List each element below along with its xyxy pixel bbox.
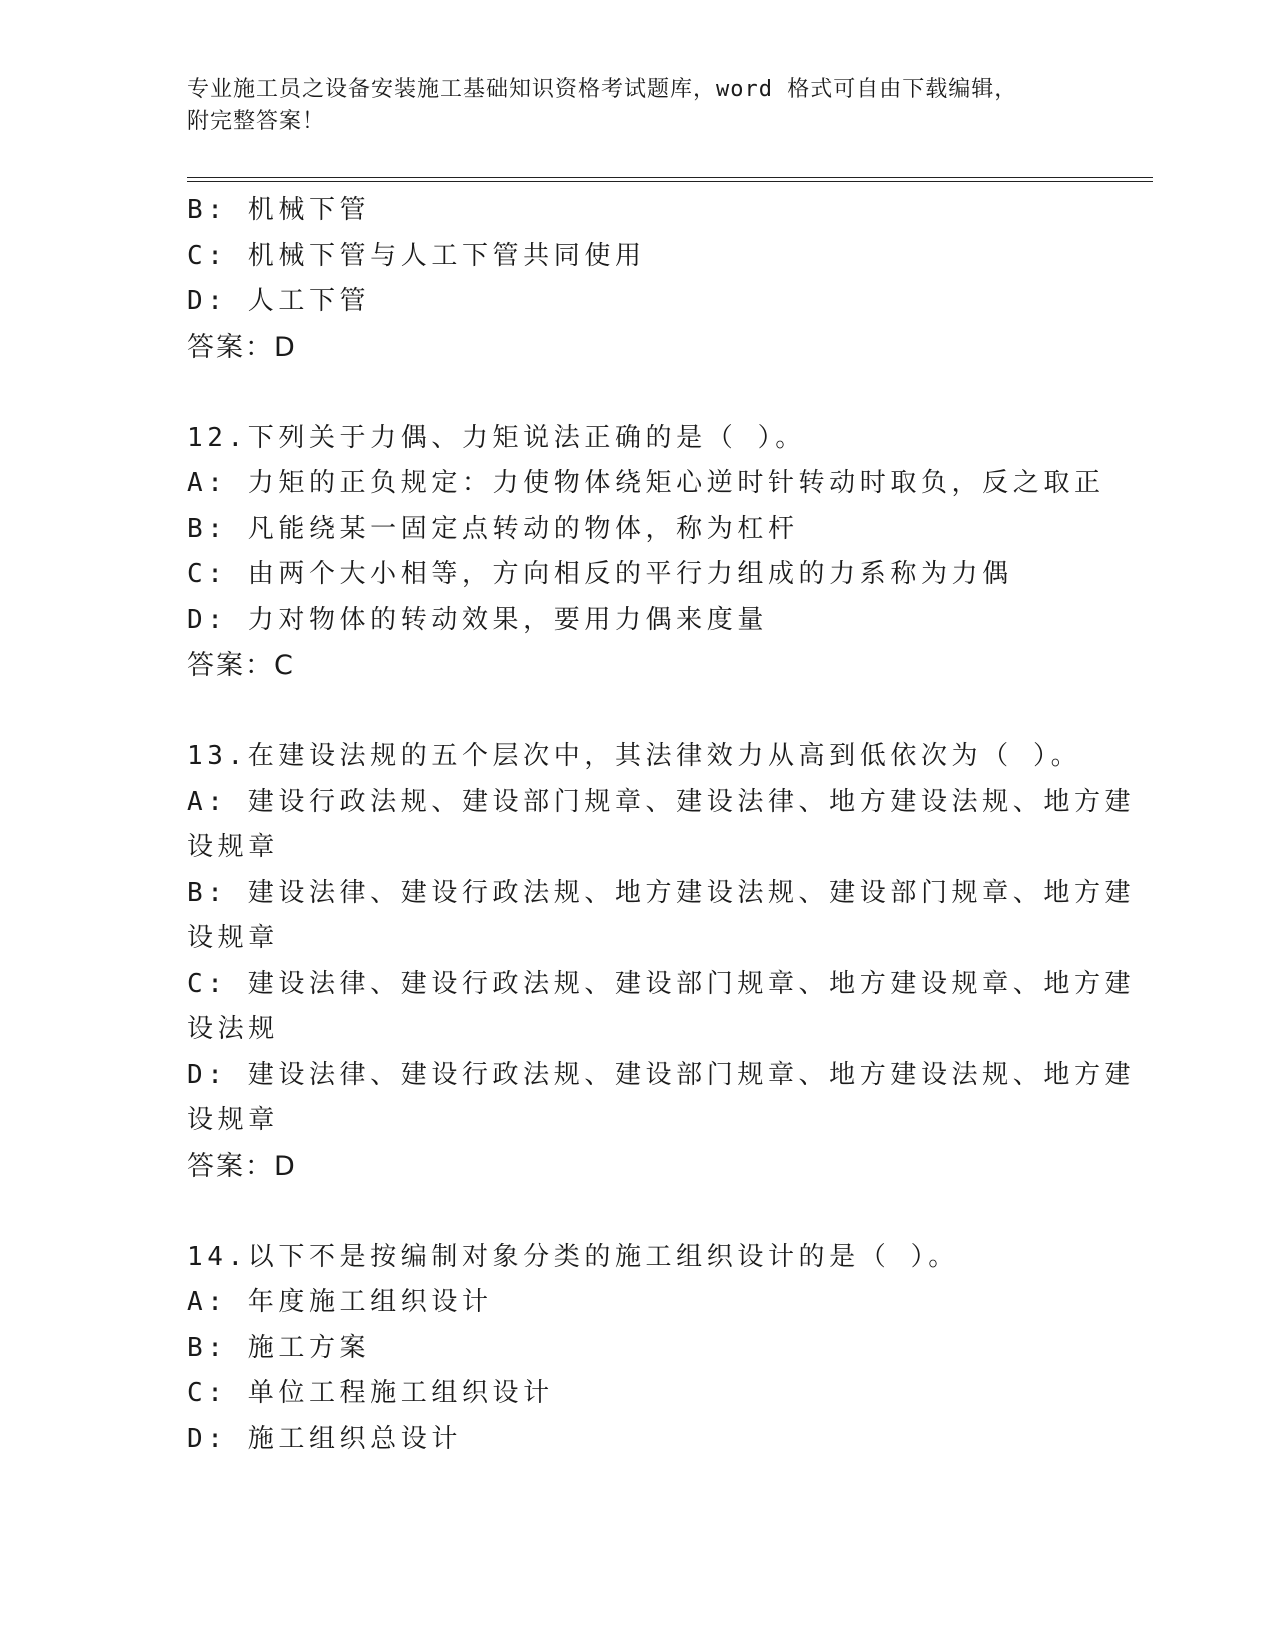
option-b-continued: 设规章 [187, 923, 279, 953]
option-c: C: 机械下管与人工下管共同使用 [187, 240, 646, 271]
option-d: D: 建设法律、建设行政法规、建设部门规章、地方建设法规、地方建 [187, 1059, 1136, 1090]
option-c: C: 单位工程施工组织设计 [187, 1378, 554, 1408]
question-text: 12.下列关于力偶、力矩说法正确的是（ ）。 [187, 422, 806, 453]
option-a-continued: 设规章 [187, 832, 279, 862]
option-b: B: 机械下管 [187, 195, 371, 225]
option-c-continued: 设法规 [187, 1014, 279, 1044]
spacer [187, 689, 1087, 735]
answer: 答案：D [187, 331, 297, 363]
header-divider [187, 177, 1153, 182]
option-a: A: 年度施工组织设计 [187, 1287, 493, 1317]
option-d: D: 施工组织总设计 [187, 1423, 462, 1454]
option-d: D: 人工下管 [187, 286, 371, 316]
option-c: C: 由两个大小相等，方向相反的平行力组成的力系称为力偶 [187, 559, 1013, 589]
option-b: B: 建设法律、建设行政法规、地方建设法规、建设部门规章、地方建 [187, 877, 1136, 908]
option-b: B: 凡能绕某一固定点转动的物体，称为杠杆 [187, 513, 799, 544]
question-text: 13.在建设法规的五个层次中，其法律效力从高到低依次为（ ）。 [187, 741, 1082, 771]
spacer [187, 1189, 1087, 1235]
spacer [187, 370, 1087, 416]
question-14 [187, 1235, 1087, 1463]
question-text: 14.以下不是按编制对象分类的施工组织设计的是（ ）。 [187, 1241, 959, 1272]
option-b: B: 施工方案 [187, 1332, 371, 1363]
question-12 [187, 416, 1105, 689]
option-a: A: 建设行政法规、建设部门规章、建设法律、地方建设法规、地方建 [187, 786, 1136, 817]
option-a: A: 力矩的正负规定：力使物体绕矩心逆时针转动时取负，反之取正 [187, 468, 1105, 498]
answer: 答案：C [187, 650, 295, 681]
document-header [187, 74, 1067, 138]
answer: 答案：D [187, 1150, 297, 1182]
option-c: C: 建设法律、建设行政法规、建设部门规章、地方建设规章、地方建 [187, 968, 1136, 999]
header-line-2: 附完整答案！ [187, 109, 326, 134]
option-d: D: 力对物体的转动效果，要用力偶来度量 [187, 604, 768, 635]
option-d-continued: 设规章 [187, 1105, 279, 1135]
question-13 [187, 734, 1136, 1189]
question-list [187, 188, 1136, 1462]
header-line-1: 专业施工员之设备安装施工基础知识资格考试题库，word 格式可自由下载编辑， [187, 77, 1018, 102]
question-11-tail [187, 188, 1087, 370]
